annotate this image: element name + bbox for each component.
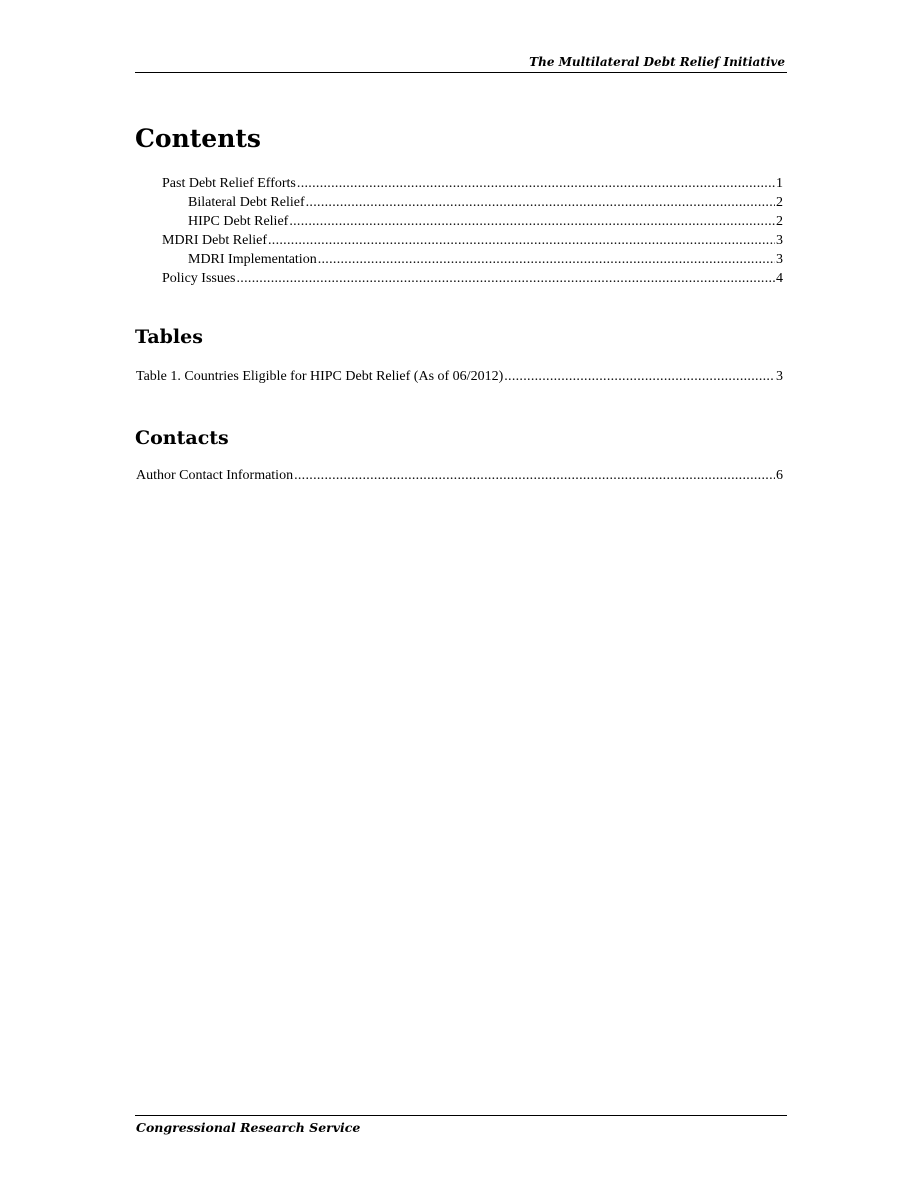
toc-entry-label: Policy Issues: [162, 271, 236, 286]
toc-entry-hipc-debt-relief[interactable]: [188, 212, 783, 231]
toc-leader-dots: [306, 193, 775, 212]
toc-entry-past-debt-relief-efforts[interactable]: [162, 174, 783, 193]
toc-leader-dots: [237, 269, 776, 288]
toc-entry-label: Table 1. Countries Eligible for HIPC Debt Relief (As of 06/2012): [136, 369, 504, 384]
toc-leader-dots: [294, 466, 775, 485]
toc-entry-page: 3: [776, 252, 783, 267]
toc-leader-dots: [318, 250, 775, 269]
toc-entry-page: 4: [776, 271, 783, 286]
toc-entry-label: HIPC Debt Relief: [188, 214, 289, 229]
toc-leader-dots: [297, 174, 775, 193]
toc-entry-author-contact-information[interactable]: [136, 466, 783, 485]
contents-heading: Contents: [135, 124, 262, 153]
toc-entry-page: 1: [776, 176, 783, 191]
tables-heading: Tables: [135, 326, 203, 348]
toc-entry-page: 3: [776, 369, 783, 384]
running-footer-text: Congressional Research Service: [136, 1120, 361, 1135]
toc-entry-table-1[interactable]: [136, 367, 783, 386]
toc-entry-page: 3: [776, 233, 783, 248]
toc-entry-mdri-implementation[interactable]: [188, 250, 783, 269]
toc-entry-label: Past Debt Relief Efforts: [162, 176, 296, 191]
toc-leader-dots: [268, 231, 775, 250]
toc-entry-label: Author Contact Information: [136, 468, 294, 483]
toc-entry-policy-issues[interactable]: [162, 269, 783, 288]
footer-rule: [135, 1115, 787, 1116]
running-header-title: The Multilateral Debt Relief Initiative: [529, 55, 785, 69]
toc-entry-label: MDRI Debt Relief: [162, 233, 267, 248]
toc-entry-page: 2: [776, 214, 783, 229]
toc-entry-mdri-debt-relief[interactable]: [162, 231, 783, 250]
toc-leader-dots: [504, 367, 775, 386]
toc-entry-label: MDRI Implementation: [188, 252, 317, 267]
header-rule: [135, 72, 787, 73]
toc-entry-bilateral-debt-relief[interactable]: [188, 193, 783, 212]
toc-leader-dots: [289, 212, 775, 231]
toc-entry-page: 2: [776, 195, 783, 210]
toc-entry-label: Bilateral Debt Relief: [188, 195, 305, 210]
toc-entry-page: 6: [776, 468, 783, 483]
contacts-heading: Contacts: [135, 427, 229, 449]
